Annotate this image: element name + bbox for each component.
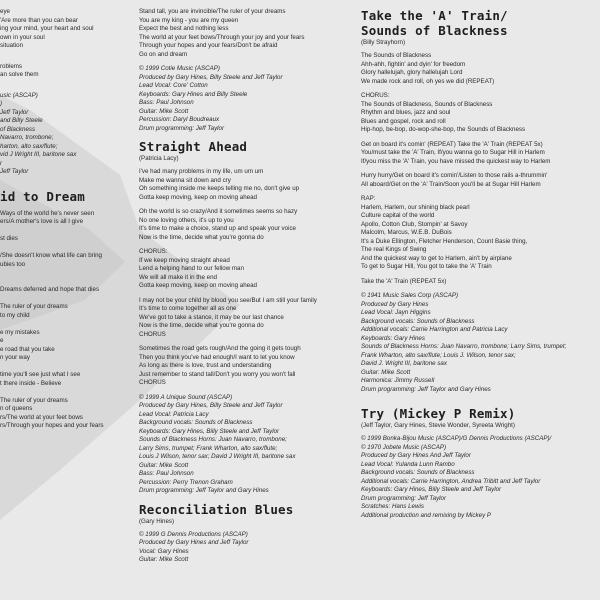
text-line: The real Kings of Swing bbox=[361, 246, 427, 253]
a-train-credits bbox=[361, 292, 596, 394]
text-line: of Blackness bbox=[0, 125, 36, 133]
text-line: It's time to come together all as one bbox=[139, 305, 237, 312]
text-line: RAP: bbox=[361, 195, 376, 202]
text-line: Percussion: Perry Trenon Graham bbox=[139, 478, 233, 486]
text-line: Lead Vocal: Yulanda Lunn Rambo bbox=[361, 460, 455, 468]
dream-lyrics-end bbox=[139, 8, 354, 59]
text-line: Percussion: Daryl Boudreaux bbox=[139, 116, 220, 123]
text-line: harton, alto sax/flute; bbox=[0, 142, 58, 150]
a-train-intro bbox=[361, 52, 596, 86]
text-line: Hip-hop, be-bop, do-wop-she-bop, the Sounds of Blackness bbox=[361, 126, 526, 133]
text-line: Sometimes the road gets rough/And the going it gets tough bbox=[139, 345, 301, 352]
dream-credits bbox=[139, 65, 354, 133]
text-line bbox=[0, 227, 120, 236]
text-line: r bbox=[0, 159, 3, 167]
text-line: Guitar: Mike Scott bbox=[139, 461, 189, 469]
text-line: roblems bbox=[0, 62, 23, 70]
text-line: Vocal: Gary Hines bbox=[139, 547, 189, 555]
text-line bbox=[0, 244, 120, 253]
text-line: Drum programming: Jeff Taylor and Gary Hines bbox=[139, 487, 269, 494]
text-line: Harlem, Harlem, our shining black pearl bbox=[361, 203, 470, 211]
text-line: CHORUS bbox=[139, 379, 166, 386]
text-line: Background vocals: Sounds of Blackness bbox=[361, 317, 475, 325]
text-line: rs/Through your hopes and your fears bbox=[0, 422, 104, 429]
text-line bbox=[0, 278, 120, 287]
text-line: ers/A mother's love is all I give bbox=[0, 218, 84, 225]
text-line: Guitar: Mike Scott bbox=[361, 368, 411, 376]
text-line: CHORUS: bbox=[361, 92, 390, 99]
text-line: Malcolm, Marcus, W.E.B. DuBois bbox=[361, 229, 452, 236]
reconciliation-blues-credits bbox=[139, 531, 354, 565]
text-line: You/must take the 'A' Train, If/you wanna go to Sugar Hill in Harlem bbox=[361, 149, 545, 156]
text-line: 'Are more than you can bear bbox=[0, 16, 78, 24]
text-line bbox=[0, 388, 120, 397]
text-line: Sounds of Blackness Horns: Juan Navarro, trombone; bbox=[139, 436, 287, 443]
text-line: Lead Vocal: Jayn Higgins bbox=[361, 309, 431, 316]
text-line: n your way bbox=[0, 354, 30, 361]
text-line: vid J Wright III, baritone sax bbox=[0, 151, 77, 158]
text-line: n of queens bbox=[0, 405, 33, 412]
text-line: Glory hallelujah, glory hallelujah Lord bbox=[361, 69, 463, 76]
song-title-left: id to Dream bbox=[0, 188, 85, 204]
text-line: © 1941 Music Sales Corp (ASCAP) bbox=[361, 292, 459, 299]
text-line: Expect the best and nothing less bbox=[139, 25, 229, 32]
text-line: e my mistakes bbox=[0, 328, 40, 336]
text-line: Hurry hurry/Get on board it's comin'/Listen to those rails a-thrummin' bbox=[361, 172, 548, 179]
composer-a-train: (Billy Strayhorn) bbox=[361, 39, 406, 46]
text-line: Additional production and remixing by Mickey P bbox=[361, 511, 492, 519]
text-line bbox=[0, 363, 120, 372]
left-block-4 bbox=[0, 210, 120, 431]
text-line: Bass: Paul Johnson bbox=[139, 470, 194, 477]
text-line: To get to Sugar Hill, You got to take the 'A' Train bbox=[361, 263, 492, 270]
text-line: You are my king - you are my queen bbox=[139, 16, 239, 24]
straight-ahead-verse-4 bbox=[139, 345, 354, 388]
text-line: ubies too bbox=[0, 260, 26, 268]
text-line: to my child bbox=[0, 311, 30, 319]
text-line: ing your mind, your heart and soul bbox=[0, 25, 94, 32]
text-line: and Billy Steele bbox=[0, 117, 43, 124]
text-line: David J. Wright III, baritone sax bbox=[361, 360, 447, 367]
text-line: Get on board it's comin' (REPEAT) Take the 'A' Train (REPEAT 5x) bbox=[361, 140, 543, 148]
straight-ahead-credits bbox=[139, 394, 354, 496]
text-line: Ways of the world he's never seen bbox=[0, 209, 95, 217]
text-line: time you'll see just what I see bbox=[0, 371, 81, 378]
song-title-a-train-line-2: Sounds of Blackness bbox=[361, 23, 508, 38]
straight-ahead-verse-1 bbox=[139, 168, 354, 202]
text-line: Through your hopes and your fears/Don't be afraid bbox=[139, 42, 278, 49]
text-line: Background vocals: Sounds of Blackness bbox=[139, 419, 253, 426]
text-line: Dreams deferred and hope that dies bbox=[0, 286, 100, 293]
middle-column bbox=[139, 8, 354, 565]
text-line: We've got to take a stance, it may be our last chance bbox=[139, 313, 284, 321]
text-line: Then you think you've had enough/I want to let you know bbox=[139, 353, 295, 361]
text-line bbox=[0, 320, 120, 329]
a-train-rap bbox=[361, 195, 596, 272]
text-line: Now is the time, decide what you're gonna do bbox=[139, 322, 264, 329]
text-line: Oh something inside me keeps telling me no, don't give up bbox=[139, 185, 300, 192]
text-line: Produced by Gary Hines bbox=[361, 300, 429, 308]
text-line: © 1999 Bonka-Bijou Music (ASCAP)/G Dennis Productions (ASCAP)/ bbox=[361, 435, 552, 442]
song-title-straight-ahead: Straight Ahead bbox=[139, 139, 248, 154]
text-line: Culture capital of the world bbox=[361, 212, 435, 219]
text-line: Apollo, Cotton Club, Stompin' at Savoy bbox=[361, 220, 468, 228]
a-train-outro bbox=[361, 278, 596, 287]
straight-ahead-chorus bbox=[139, 248, 354, 291]
text-line: © 1999 G Dennis Productions (ASCAP) bbox=[139, 530, 248, 538]
text-line: Drum programming: Jeff Taylor and Gary Hines bbox=[361, 385, 491, 393]
text-line bbox=[0, 269, 120, 278]
text-line: situation bbox=[0, 42, 24, 49]
text-line: Rhythm and blues, jazz and soul bbox=[361, 109, 451, 116]
text-line: © 1999 Cotie Music (ASCAP) bbox=[139, 65, 220, 72]
text-line: Bass: Paul Johnson bbox=[139, 99, 194, 106]
text-line: own in your soul bbox=[0, 33, 45, 41]
text-line: Lend a helping hand to our fellow man bbox=[139, 265, 244, 272]
text-line: Stand tall, you are invincible/The ruler of your dreams bbox=[139, 8, 286, 15]
text-line: Lead Vocal: Patricia Lacy bbox=[139, 410, 209, 418]
composer-reconciliation-blues: (Gary Hines) bbox=[139, 517, 175, 525]
text-line: Gotta keep moving, keep on moving ahead bbox=[139, 282, 257, 289]
text-line: Blues and gospel, rock and roll bbox=[361, 117, 446, 125]
left-block-2 bbox=[0, 63, 120, 80]
composer-try: (Jeff Taylor, Gary Hines, Stevie Wonder, Syreeta Wright) bbox=[361, 422, 515, 429]
text-line: e road that you take bbox=[0, 345, 55, 353]
left-column bbox=[0, 8, 120, 431]
text-line: Drum programming: Jeff Taylor bbox=[139, 124, 225, 132]
text-line: Produced by Gary Hines and Jeff Taylor bbox=[139, 539, 249, 546]
straight-ahead-verse-3 bbox=[139, 297, 354, 340]
text-line: I've had many problems in my life, um um um bbox=[139, 168, 264, 175]
a-train-verse-2 bbox=[361, 172, 596, 189]
text-line: t there inside - Believe bbox=[0, 379, 62, 387]
text-line: Background vocals: Sounds of Blackness bbox=[361, 469, 475, 476]
text-line: The Sounds of Blackness, Sounds of Blackness bbox=[361, 100, 493, 108]
left-block-1 bbox=[0, 8, 120, 51]
song-title-a-train-line-1: Take the 'A' Train/ bbox=[361, 8, 508, 23]
text-line: eye bbox=[0, 8, 10, 15]
song-title-reconciliation-blues: Reconciliation Blues bbox=[139, 501, 294, 517]
text-line: CHORUS bbox=[139, 330, 166, 338]
text-line: Make me wanna sit down and cry bbox=[139, 176, 231, 184]
text-line: ) bbox=[0, 100, 3, 107]
text-line: And the quickest way to get to Harlem, ain't by airplane bbox=[361, 254, 512, 262]
composer-straight-ahead: (Patricia Lacy) bbox=[139, 155, 179, 162]
text-line: Jeff Taylor bbox=[0, 108, 29, 116]
text-line: /She doesn't know what life can bring bbox=[0, 252, 102, 259]
text-line: The Sounds of Blackness bbox=[361, 52, 432, 59]
text-line: It's a Duke Ellington, Fletcher Henderson, Count Basie thing, bbox=[361, 237, 528, 245]
text-line: Lead Vocal: Core' Cotton bbox=[139, 82, 208, 89]
text-line: Guitar: Mike Scott bbox=[139, 556, 189, 563]
text-line: rs/The world at your feet bows bbox=[0, 413, 83, 421]
left-block-3 bbox=[0, 92, 120, 177]
text-line: Keyboards: Gary Hines, Billy Steele and Jeff Taylor bbox=[139, 427, 280, 435]
text-line: Navarro, trombone; bbox=[0, 134, 54, 141]
text-line: All aboard/Get on the 'A' Train/Soon you'll be at Sugar Hill Harlem bbox=[361, 180, 541, 188]
song-title-try: Try (Mickey P Remix) bbox=[361, 406, 516, 421]
text-line: e bbox=[0, 337, 4, 344]
text-line: Louis J Wilson, tenor sax; David J Wright III, baritone sax bbox=[139, 453, 296, 460]
a-train-chorus bbox=[361, 92, 596, 135]
text-line: Take the 'A' Train (REPEAT 5x) bbox=[361, 277, 447, 285]
text-line: © 1999 A Unique Sound (ASCAP) bbox=[139, 393, 233, 401]
text-line: an solve them bbox=[0, 71, 39, 78]
text-line: The ruler of your dreams bbox=[0, 396, 68, 404]
text-line: If we keep moving straight ahead bbox=[139, 256, 230, 264]
text-line bbox=[0, 295, 120, 304]
text-line: Additional vocals: Carrie Harrington, Andrea Tribitt and Jeff Taylor bbox=[361, 477, 541, 485]
text-line: CHORUS: bbox=[139, 248, 168, 255]
text-line: As long as there is love, trust and understanding bbox=[139, 362, 272, 369]
text-line: Larry Sims, trumpet; Frank Wharton, alto sax/flute; bbox=[139, 444, 278, 452]
text-line: Oh the world is so crazy/And it sometimes seems so hazy bbox=[139, 208, 298, 215]
text-line: Produced by Gary Hines, Billy Steele and Jeff Taylor bbox=[139, 402, 283, 409]
text-line: Harmonica: Jimmy Russell bbox=[361, 377, 435, 384]
text-line: Produced by Gary Hines And Jeff Taylor bbox=[361, 452, 471, 459]
text-line: Gotta keep moving, keep on moving ahead bbox=[139, 193, 257, 201]
text-line: The ruler of your dreams bbox=[0, 303, 68, 310]
text-line: Jeff Taylor bbox=[0, 168, 29, 175]
text-line: We made rock and roll, oh yes we did (REPEAT) bbox=[361, 77, 495, 85]
text-line: Sounds of Blackness Horns: Juan Navarro, trombone; Larry Sims, trumpet; bbox=[361, 343, 567, 350]
text-line: usic (ASCAP) bbox=[0, 91, 38, 99]
straight-ahead-verse-2 bbox=[139, 208, 354, 242]
text-line: Keyboards: Gary Hines and Billy Steele bbox=[139, 90, 248, 98]
text-line: Frank Wharton, alto sax/flute; Louis J. Wilson, tenor sax; bbox=[361, 351, 516, 359]
text-line: Ahh-ahh, fightin' and dyin' for freedom bbox=[361, 60, 466, 68]
text-line: Drum programming: Jeff Taylor bbox=[361, 494, 447, 502]
text-line: Go on and dream bbox=[139, 50, 188, 58]
text-line: © 1970 Jobete Music (ASCAP) bbox=[361, 443, 447, 451]
text-line: Guitar: Mike Scott bbox=[139, 107, 189, 115]
a-train-verse-1 bbox=[361, 141, 596, 167]
text-line: It's time to make a choice, stand up and speak your voice bbox=[139, 225, 296, 232]
text-line: Keyboards: Gary Hines, Billy Steele and Jeff Taylor bbox=[361, 486, 502, 493]
right-column bbox=[361, 8, 596, 520]
text-line: I may not be your child by blood you see/But I am still your family bbox=[139, 296, 317, 304]
text-line: Now is the time, decide what you're gonna do bbox=[139, 233, 264, 241]
text-line: st dies bbox=[0, 235, 18, 242]
text-line: Produced by Gary Hines, Billy Steele and Jeff Taylor bbox=[139, 73, 283, 81]
text-line: No one loving others, it's up to you bbox=[139, 216, 234, 224]
text-line: Keyboards: Gary Hines bbox=[361, 334, 425, 342]
text-line: If/you miss the 'A' Train, you have missed the quickest way to Harlem bbox=[361, 157, 551, 165]
text-line: Additional vocals: Carrie Harrington and Patricia Lacy bbox=[361, 326, 508, 333]
text-line: The world at your feet bows/Through your joy and your fears bbox=[139, 33, 305, 41]
text-line: Just remember to stand tall/Don't you worry you won't fall bbox=[139, 370, 296, 378]
try-credits bbox=[361, 435, 596, 520]
text-line: Scratches: Hans Lewis bbox=[361, 503, 424, 510]
text-line: We will all make it in the end bbox=[139, 273, 217, 281]
